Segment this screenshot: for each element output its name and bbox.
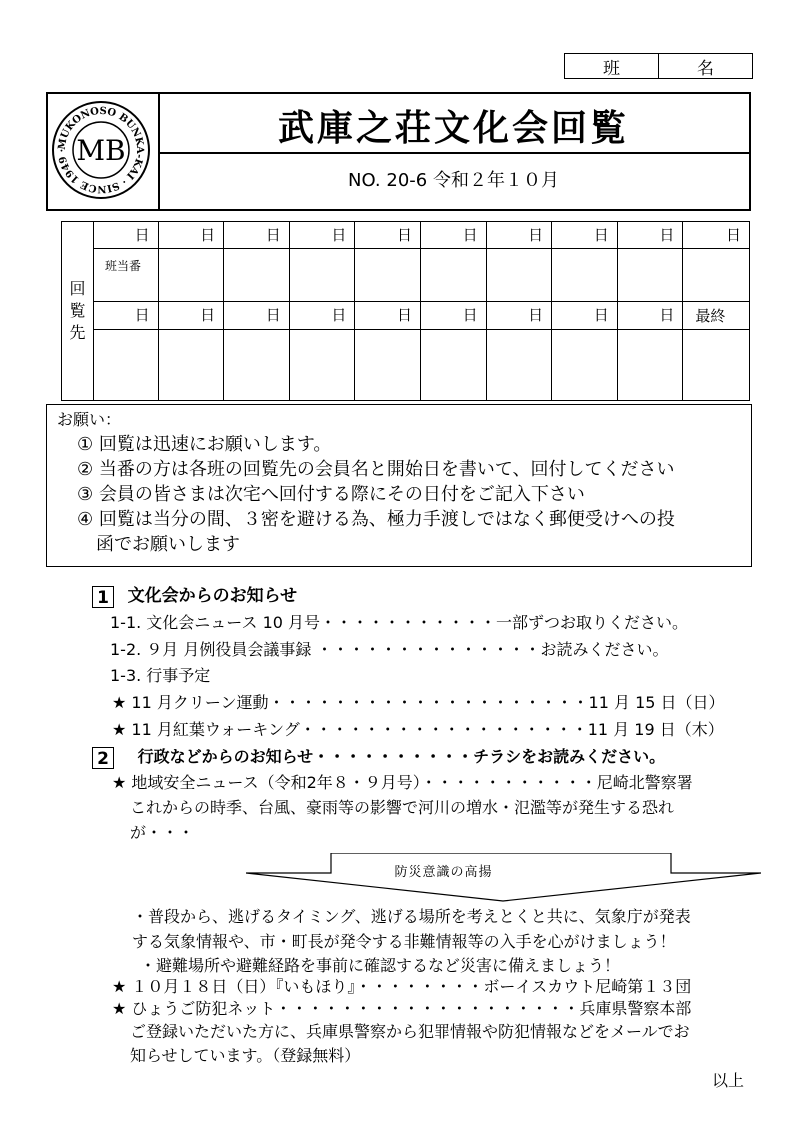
section1-title: 文化会からのお知らせ bbox=[127, 586, 298, 606]
logo-ring-text: MUKONOSO BUNKA-KAI · SINCE 1949 · bbox=[56, 105, 146, 195]
mb-logo-icon bbox=[48, 94, 154, 207]
date-cell: 日 bbox=[224, 222, 290, 249]
date-cell: 日 bbox=[487, 302, 553, 330]
page-title: 武庫之荘文化会回覧 bbox=[277, 108, 629, 149]
group-label: 班 bbox=[603, 58, 620, 79]
section2-line: これからの時季、台風、豪雨等の影響で河川の増水・氾濫等が発生する恐れ bbox=[130, 798, 675, 817]
section2-number: 2 bbox=[92, 747, 114, 769]
section2-line: が・・・ bbox=[130, 823, 195, 842]
section2-line: ご登録いただいた方に、兵庫県警察から犯罪情報や防犯情報などをメールでお bbox=[130, 1022, 690, 1041]
member-cell bbox=[93, 330, 159, 400]
circulation-side-label: 回 覧 先 bbox=[62, 222, 94, 400]
section1-line: ★ 11 月クリーン運動・・・・・・・・・・・・・・・・・・・・11 月 15 日（日） bbox=[112, 693, 725, 712]
name-label: 名 bbox=[658, 54, 752, 78]
date-cell: 日 bbox=[421, 222, 487, 249]
date-cell: 日 bbox=[618, 302, 684, 330]
date-cell: 日 bbox=[93, 302, 159, 330]
date-cell: 日 bbox=[421, 302, 487, 330]
section2-line: 知らせしています。（登録無料） bbox=[130, 1046, 361, 1065]
final-cell: 最終 bbox=[683, 302, 749, 330]
date-cell: 日 bbox=[93, 222, 159, 249]
section2-line: する気象情報や、市・町長が発令する非難情報等の入手を心がけましょう！ bbox=[132, 932, 676, 951]
date-cell: 日 bbox=[355, 222, 421, 249]
issue-number: NO. 20-6 令和２年１０月 bbox=[348, 170, 559, 191]
member-cell bbox=[618, 249, 684, 302]
member-cell bbox=[421, 249, 487, 302]
member-cell bbox=[552, 249, 618, 302]
closing-mark: 以上 bbox=[712, 1071, 745, 1090]
section1-line: 1-1. 文化会ニュース 10 月号・・・・・・・・・・・一部ずつお取りください。 bbox=[110, 613, 689, 632]
member-cell bbox=[683, 330, 749, 400]
requests-heading: お願い： bbox=[57, 410, 122, 429]
member-cell bbox=[487, 330, 553, 400]
date-cell: 日 bbox=[683, 222, 749, 249]
section2-line: ★ １０月１８日（日）『いもほり』・・・・・・・・ボーイスカウト尼崎第１３団 bbox=[112, 977, 692, 996]
section2-title: 行政などからのお知らせ・・・・・・・・・・チラシをお読みください。 bbox=[137, 747, 666, 766]
member-cell bbox=[355, 249, 421, 302]
date-cell: 日 bbox=[552, 302, 618, 330]
section1-line: 1-3. 行事予定 bbox=[110, 666, 211, 685]
request-item-continuation: 函でお願いします bbox=[96, 534, 240, 555]
banner-label: 防災意識の高揚 bbox=[394, 865, 493, 880]
date-cell: 日 bbox=[552, 222, 618, 249]
disaster-banner bbox=[246, 853, 761, 903]
section2-line: ・普段から、逃げるタイミング、逃げる場所を考えとくと共に、気象庁が発表 bbox=[132, 907, 691, 926]
member-cell bbox=[487, 249, 553, 302]
section2-line: ★ ひょうご防犯ネット・・・・・・・・・・・・・・・・・・・兵庫県警察本部 bbox=[112, 999, 692, 1018]
date-cell: 日 bbox=[355, 302, 421, 330]
date-cell: 日 bbox=[487, 222, 553, 249]
member-cell bbox=[355, 330, 421, 400]
request-item: ④ 回覧は当分の間、３密を避ける為、極力手渡しではなく郵便受けへの投 bbox=[77, 509, 675, 530]
date-cell: 日 bbox=[290, 222, 356, 249]
member-cell bbox=[683, 249, 749, 302]
request-item: ① 回覧は迅速にお願いします。 bbox=[77, 434, 332, 455]
title-row bbox=[158, 94, 749, 154]
member-cell bbox=[224, 249, 290, 302]
header-box bbox=[46, 92, 751, 211]
circulation-grid bbox=[93, 222, 749, 400]
date-cell: 日 bbox=[159, 302, 225, 330]
member-cell bbox=[290, 249, 356, 302]
member-cell bbox=[159, 330, 225, 400]
member-cell bbox=[552, 330, 618, 400]
member-cell bbox=[159, 249, 225, 302]
date-cell: 日 bbox=[290, 302, 356, 330]
circulation-table bbox=[61, 221, 750, 401]
logo-monogram: MB bbox=[76, 134, 126, 167]
request-item: ② 当番の方は各班の回覧先の会員名と開始日を書いて、回付してください bbox=[77, 459, 675, 480]
group-name-box bbox=[564, 53, 753, 79]
section1-line: ★ 11 月紅葉ウォーキング・・・・・・・・・・・・・・・・・・11 月 19 日（木） bbox=[112, 720, 724, 739]
duty-label: 班当番 bbox=[105, 259, 142, 273]
section1-number: 1 bbox=[92, 586, 114, 608]
section1-heading bbox=[92, 581, 297, 608]
date-cell: 日 bbox=[618, 222, 684, 249]
date-cell: 日 bbox=[224, 302, 290, 330]
member-cell bbox=[290, 330, 356, 400]
member-cell bbox=[618, 330, 684, 400]
request-item: ③ 会員の皆さまは次宅へ回付する際にその日付をご記入下さい bbox=[77, 484, 585, 505]
logo-cell bbox=[48, 94, 160, 209]
member-cell bbox=[93, 249, 159, 302]
section2-line: ★ 地域安全ニュース（令和2年８・９月号）・・・・・・・・・・・尼崎北警察署 bbox=[112, 773, 693, 792]
member-cell bbox=[224, 330, 290, 400]
requests-box bbox=[46, 404, 752, 567]
section2-heading bbox=[92, 744, 665, 769]
date-cell: 日 bbox=[159, 222, 225, 249]
section1-line: 1-2. ９月 月例役員会議事録 ・・・・・・・・・・・・・・お読みください。 bbox=[110, 640, 669, 659]
member-cell bbox=[421, 330, 487, 400]
section2-line: ・避難場所や避難経路を事前に確認するなど災害に備えましょう！ bbox=[140, 956, 621, 975]
